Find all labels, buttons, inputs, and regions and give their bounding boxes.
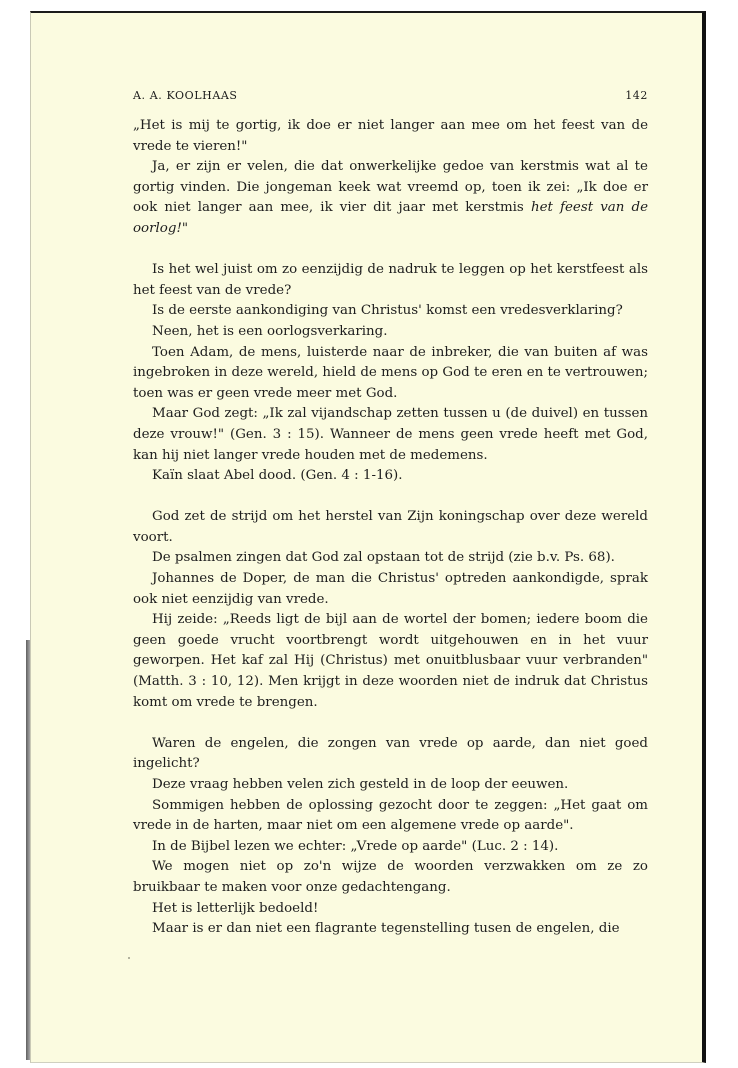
paragraph-text: We mogen niet op zo'n wijze de woorden verzwakken om ze zo bruikbaar te maken voor onze gedachtengang. (133, 859, 648, 895)
paragraph (133, 796, 648, 837)
paragraph-text: God zet de strijd om het herstel van Zijn koningschap over deze wereld voort. (133, 509, 648, 545)
paragraph-text: Deze vraag hebben velen zich gesteld in de loop der eeuwen. (152, 777, 569, 792)
paragraph (133, 610, 648, 713)
paragraph (133, 507, 648, 548)
paragraph-text: Is de eerste aankondiging van Christus' komst een vredesverklaring? (152, 303, 623, 319)
header-author: A. A. KOOLHAAS (133, 89, 238, 102)
paragraph (133, 260, 648, 301)
scan-speck (128, 957, 130, 959)
paragraph-text: Is het wel juist om zo eenzijdig de nadruk te leggen op het kerstfeest als het feest van de vrede? (133, 262, 648, 298)
paragraph-text: Neen, het is een oorlogsverkaring. (152, 323, 388, 339)
paragraph-text: „Het is mij te gortig, ik doe er niet langer aan mee om het feest van de vrede te vieren!" (133, 118, 648, 154)
paragraph-text: In de Bijbel lezen we echter: „Vrede op aarde" (Luc. 2 : 14). (152, 838, 559, 854)
paragraph (133, 301, 648, 322)
paragraph (133, 734, 648, 775)
paragraph-text: Sommigen hebben de oplossing gezocht door te zeggen: „Het gaat om vrede in de harten, maar niet om een algemene vrede op aarde". (133, 797, 648, 834)
paragraph (133, 548, 648, 569)
page-number: 142 (625, 89, 648, 102)
paragraph (133, 775, 648, 796)
paragraph-text: Maar is er dan niet een flagrante tegenstelling tusen de engelen, die (152, 921, 620, 937)
paragraph (133, 857, 648, 898)
paragraph-text: Ja, er zijn er velen, die dat onwerkelijke gedoe van kerstmis wat al te gortig vinden. Die jongeman keek wat vreemd op, toen ik zei: „Ik doe er ook niet langer aan mee, ik vier dit jaar met kerstmis (133, 159, 648, 216)
paragraph (133, 837, 648, 858)
paragraph (133, 569, 648, 610)
paragraph (133, 919, 648, 940)
paragraph-text: De psalmen zingen dat God zal opstaan tot de strijd (zie b.v. Ps. 68). (152, 550, 615, 566)
paragraph (133, 157, 648, 239)
paragraph-text: Het is letterlijk bedoeld! (152, 900, 319, 916)
paragraph (133, 466, 648, 487)
paragraph-text: Toen Adam, de mens, luisterde naar de inbreker, die van buiten af was ingebroken in deze wereld, hield de mens op God te eren en te vertrouwen; toen was er geen vrede meer met God. (133, 344, 648, 401)
paragraph (133, 404, 648, 466)
emphasized-text: het feest van de oorlog!" (133, 200, 649, 236)
paragraph (133, 343, 648, 405)
paragraph (133, 322, 648, 343)
paragraph (133, 116, 648, 157)
paragraph (133, 899, 648, 920)
page-body-text (133, 116, 648, 940)
paragraph-text: Kaïn slaat Abel dood. (Gen. 4 : 1-16). (152, 468, 403, 484)
paragraph-text: Johannes de Doper, de man die Christus' optreden aankondigde, sprak ook niet eenzijdig van vrede. (133, 571, 648, 607)
paragraph-text: Waren de engelen, die zongen van vrede op aarde, dan niet goed ingelicht? (133, 735, 648, 772)
paragraph-text: Hij zeide: „Reeds ligt de bijl aan de wortel der bomen; iedere boom die geen goede vrucht voortbrengt wordt uitgehouwen en in het vuur geworpen. Het kaf zal Hij (Christus) met onuitblusbaar vuur verbranden" (Matth. 3 : 10, 12). Men krijgt in deze woorden niet de indruk dat Christus komt om vrede te brengen. (133, 612, 648, 710)
running-header (133, 89, 648, 105)
paragraph-text: Maar God zegt: „Ik zal vijandschap zetten tussen u (de duivel) en tussen deze vrouw!" (Gen. 3 : 15). Wanneer de mens geen vrede heeft met God, kan hij niet langer vrede houden met de medemens. (133, 406, 648, 463)
